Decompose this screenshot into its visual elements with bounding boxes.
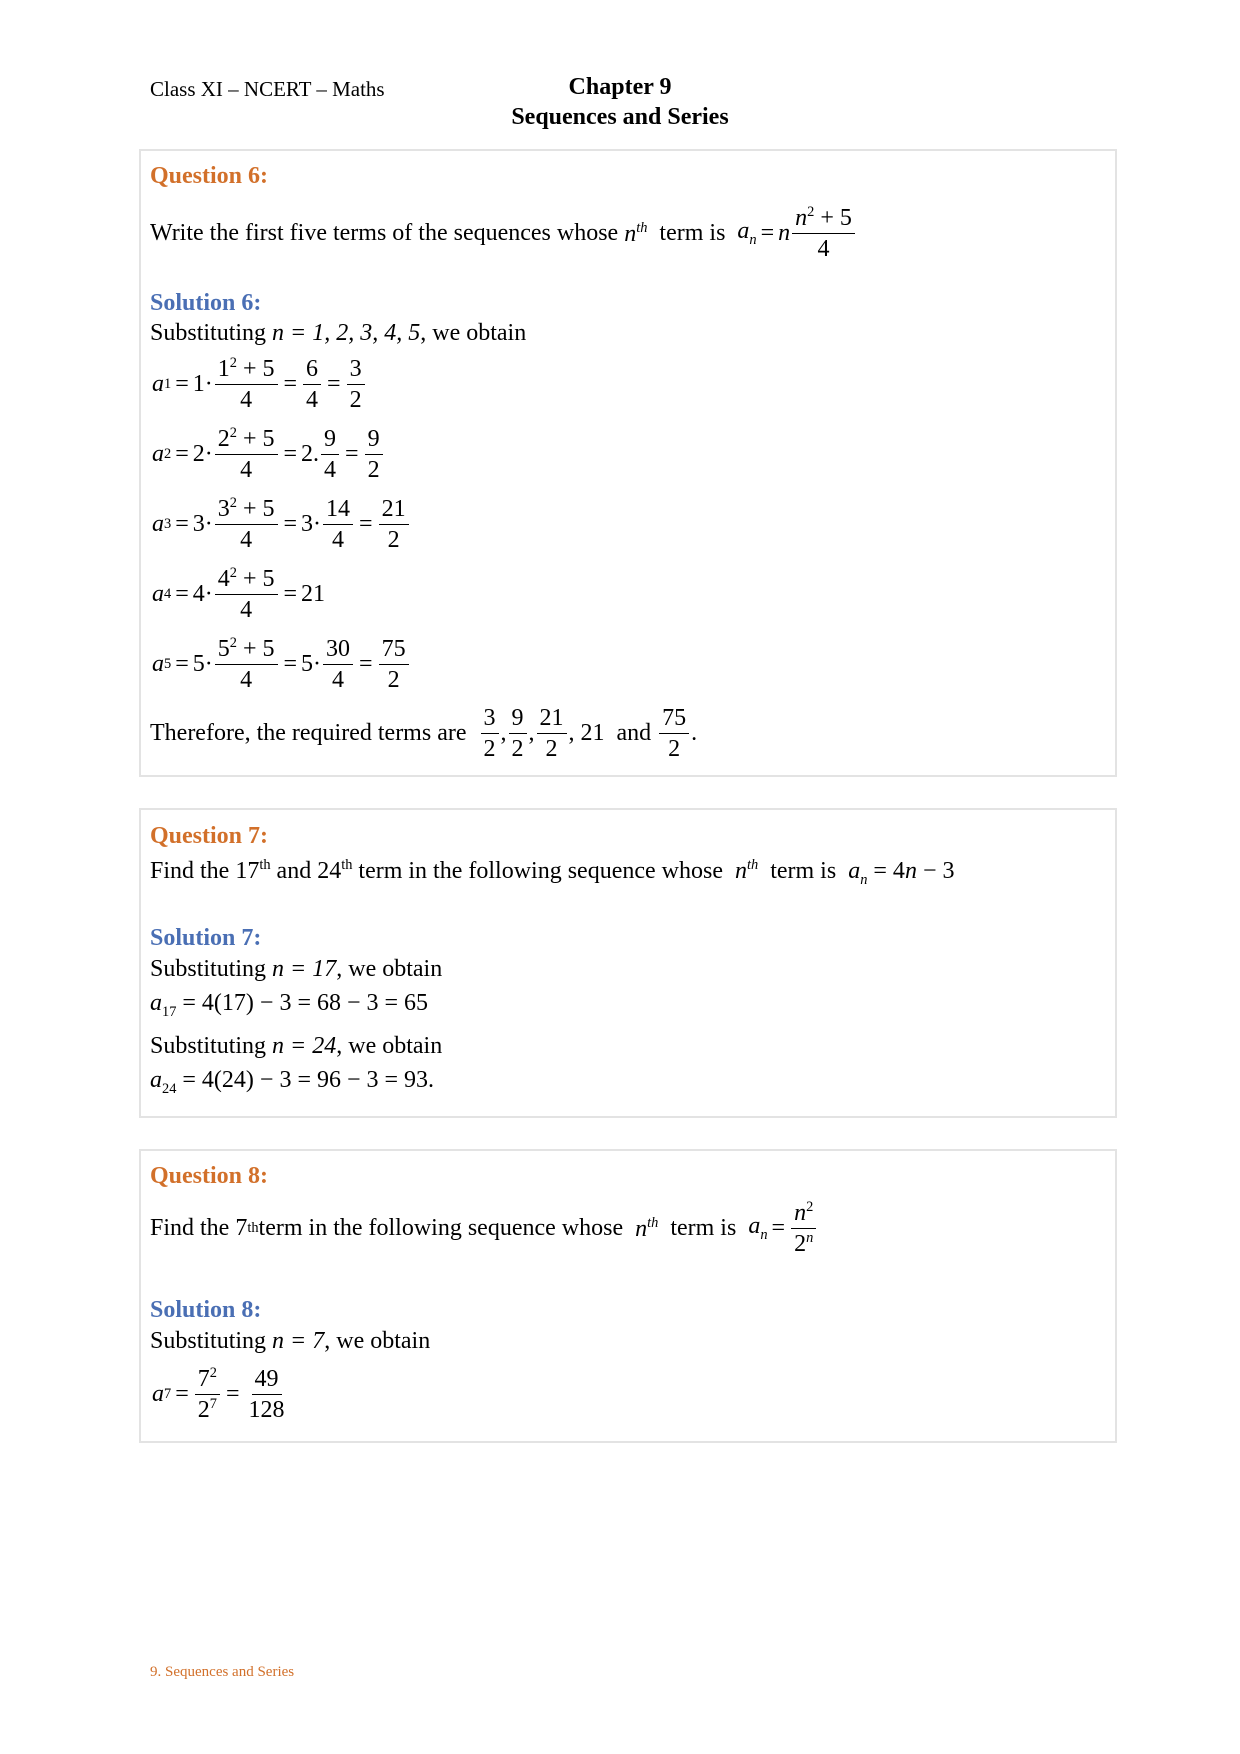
- footer-text: 9. Sequences and Series: [150, 1664, 295, 1680]
- question-8-text: Find the 7 th term in the following sequence whose $n^{th}$ term is $a_n$ = $\frac{n^2}{2^n}$: [150, 1200, 818, 1258]
- equation-a5: a 5 = 5· $\frac{5^2 + 5}{4}$ = 5· $\frac{30}{4}$ = $\frac{75}{2}$: [152, 636, 411, 694]
- question-6-text: Write the first five terms of the sequences whose $n^{th}$ term is $a_n$ = n $\frac{n^2 + 5}{4}$: [150, 205, 857, 263]
- header-class-label: Class XI – NCERT – Maths: [150, 77, 385, 101]
- question-7-text: Find the 17th and 24th term in the following sequence whose $n^{th}$ term is $a_n = 4n - 3$: [150, 857, 955, 888]
- formula-fraction: $\frac{n^2 + 5}{4}$: [792, 205, 855, 263]
- solution-6-conclusion: Therefore, the required terms are $\frac{3}{2}$ , $\frac{9}{2}$ , $\frac{21}{2}$ , 21 and $\frac{75}{2}$ .: [150, 705, 698, 763]
- solution-8-label: Solution 8:: [150, 1297, 262, 1323]
- question-6-label: Question 6:: [150, 163, 269, 189]
- equation-a17: $a_{17} = 4(17) - 3 = 68 - 3 = 65$: [150, 990, 429, 1020]
- solution-6-intro: Substituting n = 1, 2, 3, 4, 5, we obtain: [150, 320, 527, 346]
- equation-a2: a 2 = 2· $\frac{2^2 + 5}{4}$ = 2. $\frac{9}{4}$ = $\frac{9}{2}$: [152, 426, 385, 484]
- header-chapter: [470, 72, 770, 132]
- equation-a1: a 1 = 1· $\frac{1^2 + 5}{4}$ = $\frac{6}{4}$ = $\frac{3}{2}$: [152, 356, 367, 414]
- equation-a24: $a_{24} = 4(24) - 3 = 96 - 3 = 93$.: [150, 1067, 435, 1097]
- chapter-number: Chapter 9: [568, 74, 672, 100]
- chapter-title: Sequences and Series: [511, 104, 729, 130]
- solution-6-label: Solution 6:: [150, 290, 262, 316]
- solution-7-label: Solution 7:: [150, 925, 262, 951]
- question-7-label: Question 7:: [150, 823, 269, 849]
- solution-8-intro: Substituting n = 7, we obtain: [150, 1328, 431, 1354]
- solution-7-intro-2: Substituting n = 24, we obtain: [150, 1033, 443, 1059]
- equation-a3: a 3 = 3· $\frac{3^2 + 5}{4}$ = 3· $\frac{14}{4}$ = $\frac{21}{2}$: [152, 496, 411, 554]
- question-8-label: Question 8:: [150, 1163, 269, 1189]
- equation-a7: a 7 = $\frac{7^2}{2^7}$ = $\frac{49}{128}$: [152, 1365, 285, 1424]
- equation-a4: a 4 = 4· $\frac{4^2 + 5}{4}$ = 21: [152, 565, 326, 624]
- solution-7-intro-1: Substituting n = 17, we obtain: [150, 956, 443, 982]
